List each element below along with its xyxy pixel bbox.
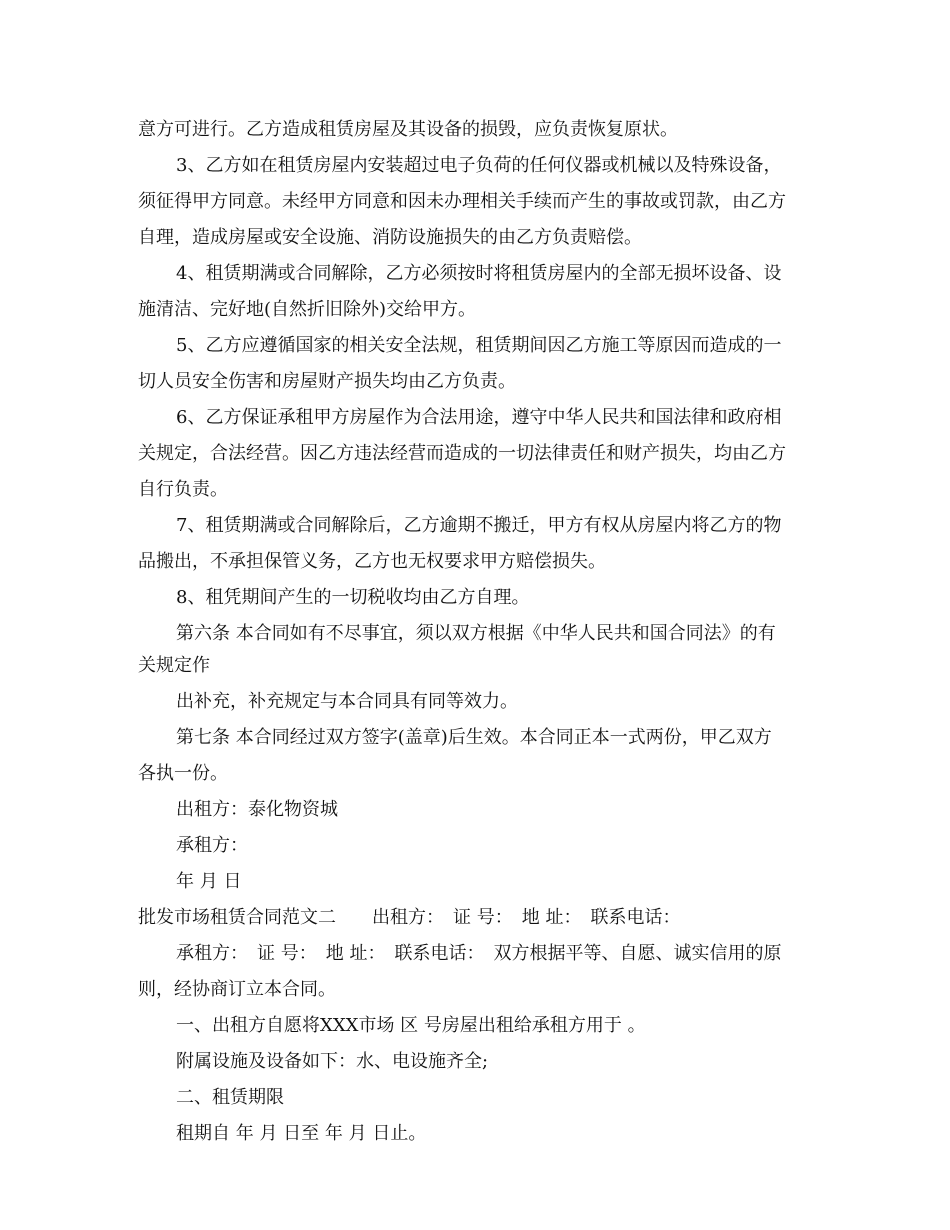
- text-line: 年 月 日: [176, 871, 242, 892]
- text-line: 品搬出，不承担保管义务，乙方也无权要求甲方赔偿损失。: [138, 551, 606, 572]
- text-line: 出租方：泰化物资城: [176, 799, 338, 820]
- text-line: 二、租赁期限: [176, 1087, 284, 1108]
- text-line: 关规定，合法经营。因乙方违法经营而造成的一切法律责任和财产损失，均由乙方: [138, 443, 786, 464]
- text-line: 4、租赁期满或合同解除，乙方必须按时将租赁房屋内的全部无损坏设备、设: [176, 263, 782, 284]
- text-line: 自理，造成房屋或安全设施、消防设施损失的由乙方负责赔偿。: [138, 227, 642, 248]
- text-line: 承租方： 证 号： 地 址： 联系电话： 双方根据平等、自愿、诚实信用的原: [176, 943, 782, 964]
- text-line: 切人员安全伤害和房屋财产损失均由乙方负责。: [138, 371, 516, 392]
- text-line: 5、乙方应遵循国家的相关安全法规，租赁期间因乙方施工等原因而造成的一: [176, 335, 782, 356]
- text-line: 承租方：: [176, 835, 248, 856]
- text-line: 各执一份。: [138, 763, 228, 784]
- text-line: 关规定作: [138, 655, 210, 676]
- text-line: 自行负责。: [138, 479, 228, 500]
- text-line: 8、租凭期间产生的一切税收均由乙方自理。: [176, 587, 530, 608]
- text-line: 须征得甲方同意。未经甲方同意和因未办理相关手续而产生的事故或罚款，由乙方: [138, 191, 786, 212]
- text-line: 3、乙方如在租赁房屋内安装超过电子负荷的任何仪器或机械以及特殊设备，: [176, 155, 782, 176]
- text-line: 第七条 本合同经过双方签字(盖章)后生效。本合同正本一式两份，甲乙双方: [176, 727, 772, 748]
- text-line: 7、租赁期满或合同解除后，乙方逾期不搬迁，甲方有权从房屋内将乙方的物: [176, 515, 782, 536]
- text-line: 附属设施及设备如下：水、电设施齐全;: [176, 1051, 489, 1072]
- text-line: 出补充，补充规定与本合同具有同等效力。: [176, 691, 518, 712]
- text-line: 6、乙方保证承租甲方房屋作为合法用途，遵守中华人民共和国法律和政府相: [176, 407, 782, 428]
- text-line: 批发市场租赁合同范文二 出租方： 证 号： 地 址： 联系电话：: [138, 907, 681, 928]
- text-line: 租期自 年 月 日至 年 月 日止。: [176, 1123, 427, 1144]
- text-line: 一、出租方自愿将XXX市场 区 号房屋出租给承租方用于 。: [176, 1015, 646, 1036]
- text-line: 施清洁、完好地(自然折旧除外)交给甲方。: [138, 299, 477, 320]
- text-line: 则，经协商订立本合同。: [138, 979, 336, 1000]
- text-line: 意方可进行。乙方造成租赁房屋及其设备的损毁，应负责恢复原状。: [138, 119, 678, 140]
- text-line: 第六条 本合同如有不尽事宜，须以双方根据《中华人民共和国合同法》的有: [176, 623, 776, 644]
